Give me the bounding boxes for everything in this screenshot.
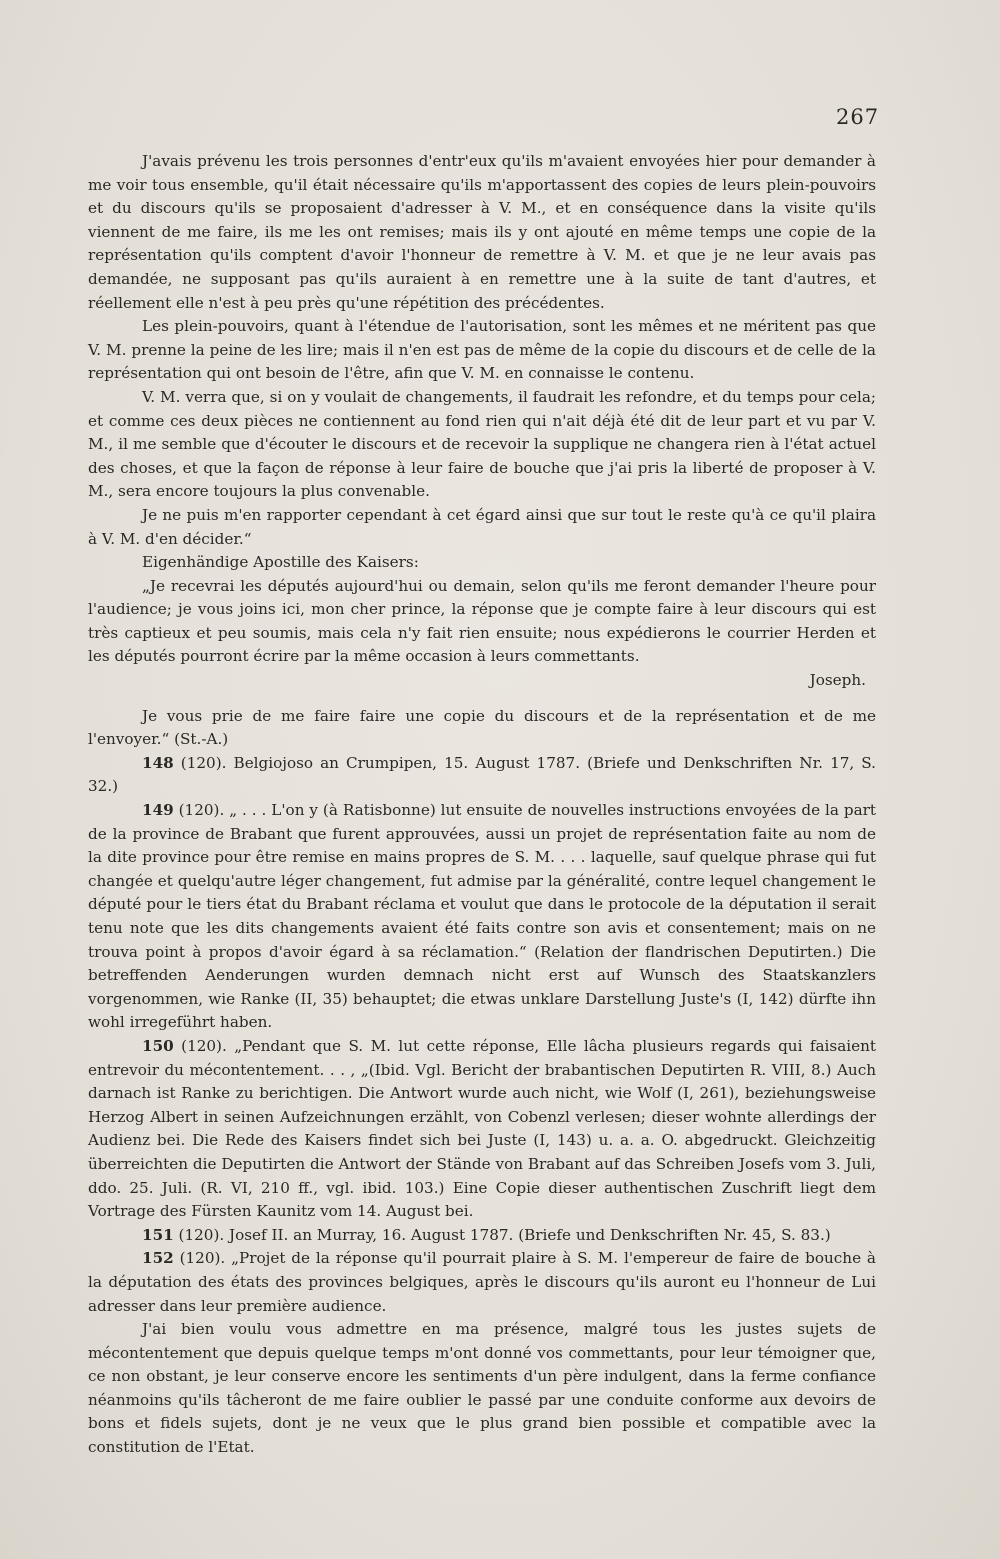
note-number: 148 (142, 753, 174, 772)
note-text: (120). „Pendant que S. M. lut cette réponse, Elle lâcha plusieurs regards qui faisaient entrevoir du mécontentement. . . , „(Ibid. Vgl. Bericht der brabantischen Deputirten R. VIII, 8.) Auch darnach ist Ranke zu berichtigen. Die Antwort wurde auch nicht, wie Wolf (I, 261), beziehungsweise Herzog Albert in seinen Aufzeichnungen erzählt, von Cobenzl verlesen; dieser wohnte allerdings der Audienz bei. Die Rede des Kaisers findet sich bei Juste (I, 143) u. a. a. O. abgedruckt. Gleichzeitig überreichten die Deputirten die Antwort der Stände von Brabant auf das Schreiben Josefs vom 3. Juli, ddo. 25. Juli. (R. VI, 210 ff., vgl. ibid. 103.) Eine Copie dieser authentischen Zuschrift liegt dem Vortrage des Fürsten Kaunitz vom 14. August bei. (88, 1036, 876, 1221)
note-number: 149 (142, 801, 174, 820)
note-text: (120). „Projet de la réponse qu'il pourrait plaire à S. M. l'empereur de faire de bouche à la députation des états des provinces belgiques, après le discours qu'ils auront eu l'honneur de Lui adresser dans leur première audience. (88, 1249, 876, 1315)
paragraph-3: V. M. verra que, si on y voulait de changements, il faudrait les refondre, et du temps pour cela; et comme ces deux pièces ne contiennent au fond rien qui n'ait déjà été dit de leur part et vu par V. M., il me semble que d'écouter le discours et de recevoir la supplique ne changera rien à l'état actuel des choses, et que la façon de réponse à leur faire de bouche que j'ai pris la liberté de proposer à V. M., sera encore toujours la plus convenable. (88, 387, 876, 501)
paragraph-4: Je ne puis m'en rapporter cependant à cet égard ainsi que sur tout le reste qu'à ce qu'il plaira à V. M. d'en décider.“ (88, 505, 876, 548)
note-149 (88, 799, 876, 1035)
note-text: (120). „ . . . L'on y (à Ratisbonne) lut ensuite de nouvelles instructions envoyées de la part de la province de Brabant que furent approuvées, aussi un projet de représentation faite au nom de la dite province pour être remise en mains propres de S. M. . . . laquelle, sauf quelque phrase qui fut changée et quelqu'autre léger changement, fut admise par la généralité, contre lequel changement le député pour le tiers état du Brabant réclama et voulut que dans le protocole de la députation il serait tenu note que les dits changements avaient été faits contre son avis et consentement; mais on ne trouva point à propos d'avoir égard à sa réclamation.“ (Relation der flandrischen Deputirten.) Die betreffenden Aenderungen wurden demnach nicht erst auf Wunsch des Staatskanzlers vorgenommen, wie Ranke (II, 35) behauptet; die etwas unklare Darstellung Juste's (I, 142) dürfte ihn wohl irregeführt haben. (88, 801, 876, 1032)
page-number: 267 (836, 105, 880, 129)
note-text: (120). Josef II. an Murray, 16. August 1787. (Briefe und Denkschriften Nr. 45, S. 83.) (173, 1225, 831, 1244)
apostille-text: „Je recevrai les députés aujourd'hui ou demain, selon qu'ils me feront demander l'heure pour l'audience; je vous joins ici, mon cher prince, la réponse que je compte faire à leur discours qui est très captieux et peu soumis, mais cela n'y fait rien ensuite; nous expédierons le courrier Herden et les députés pourront écrire par la même occasion à leurs commettants. (88, 576, 876, 666)
paragraph-reply: J'ai bien voulu vous admettre en ma présence, malgré tous les justes sujets de mécontentement que depuis quelque temps m'ont donné vos commettants, pour leur témoigner que, ce non obstant, je leur conserve encore les sentiments d'un père indulgent, dans la ferme confiance néanmoins qu'ils tâcheront de me faire oublier le passé par une conduite conforme aux devoirs de bons et fidels sujets, dont je ne veux que le plus grand bien possible et compatible avec la constitution de l'Etat. (88, 1320, 876, 1457)
note-number: 151 (142, 1225, 174, 1244)
paragraph-2: Les plein-pouvoirs, quant à l'étendue de l'autorisation, sont les mêmes et ne méritent pas que V. M. prenne la peine de les lire; mais il n'en est pas de même de la copie du discours et de celle de la représentation qui ont besoin de l'être, afin que V. M. en connaisse le contenu. (88, 317, 876, 383)
note-152 (88, 1247, 876, 1318)
note-150 (88, 1035, 876, 1224)
signature: Joseph. (809, 671, 866, 690)
paragraph-postscript: Je vous prie de me faire faire une copie du discours et de la représentation et de me l'envoyer.“ (St.-A.) (88, 706, 876, 749)
note-text: (120). Belgiojoso an Crumpipen, 15. August 1787. (Briefe und Denkschriften Nr. 17, S. 32.) (88, 753, 876, 796)
note-number: 150 (142, 1036, 174, 1055)
note-148 (88, 752, 876, 799)
body-text (88, 150, 876, 1460)
note-151 (88, 1224, 876, 1248)
paragraph-1: J'avais prévenu les trois personnes d'entr'eux qu'ils m'avaient envoyées hier pour demander à me voir tous ensemble, qu'il était nécessaire qu'ils m'apportassent des copies de leurs plein-pouvoirs et du discours qu'ils se proposaient d'adresser à V. M., et en conséquence dans la visite qu'ils viennent de me faire, ils me les ont remises; mais ils y ont ajouté en même temps une copie de la représentation qu'ils comptent d'avoir l'honneur de remettre à V. M. et que je ne leur avais pas demandée, ne supposant pas qu'ils auraient à en remettre une à la suite de tant d'autres, et réellement elle n'est à peu près qu'une répétition des précédentes. (88, 152, 876, 312)
note-number: 152 (142, 1249, 174, 1268)
apostille-heading: Eigenhändige Apostille des Kaisers: (142, 553, 419, 572)
